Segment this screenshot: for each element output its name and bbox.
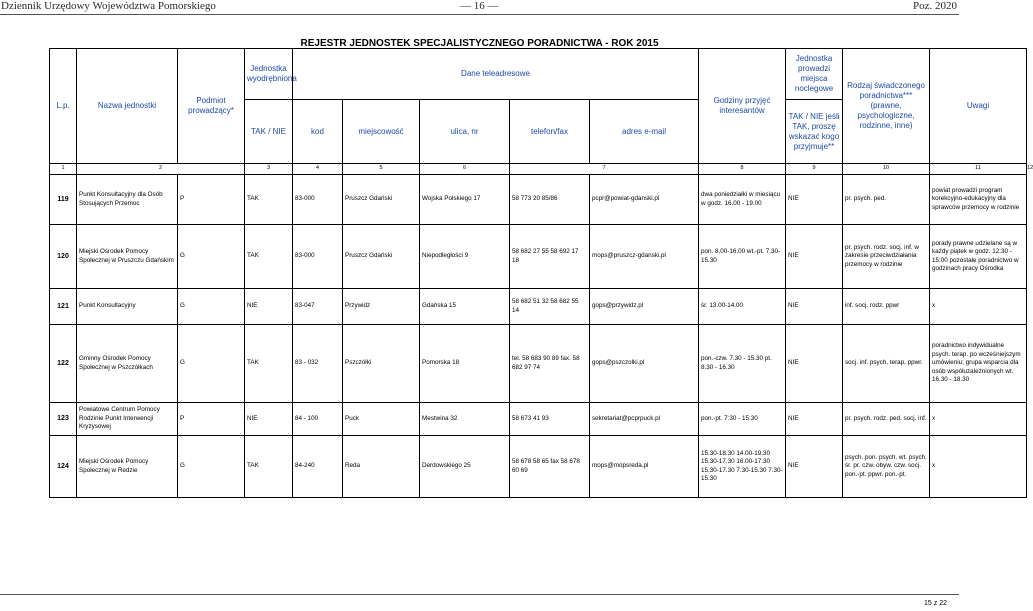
row-ulica: Niepodległości 9 (420, 225, 510, 289)
row-lp: 123 (50, 403, 77, 436)
row-nazwa: Gminny Ośrodek Pomocy Społecznej w Pszczółkach (77, 325, 178, 403)
row-lp: 119 (50, 175, 77, 225)
row-uwagi: powiat prowadzi program korekcyjno-edukacyjny dla sprawców przemocy w rodzinie (930, 175, 1027, 225)
row-godziny: pon.-czw. 7.30 - 15.30 pt. 8.30 - 16.30 (699, 325, 786, 403)
register-table (49, 48, 1033, 498)
column-number-row: 1 2 3 4 5 6 7 8 9 10 11 12 (50, 164, 1027, 175)
row-kod: 83-000 (293, 175, 343, 225)
row-email: gops@pszczolki.pl (590, 325, 699, 403)
row-uwagi: poradnictwo indywidualne psych. terap. po wcześniejszym umówieniu; grupa wsparcia dla osób współuzależnionych wt. 16.30 - 18.30 (930, 325, 1027, 403)
page-number: — 16 — (460, 0, 499, 12)
column-number: 10 (843, 164, 930, 175)
row-lp: 121 (50, 289, 77, 325)
row-noclegowe: NIE (786, 175, 843, 225)
row-uwagi: x (930, 403, 1027, 436)
row-nazwa: Miejski Ośrodek Pomocy Społecznej w Redzie (77, 436, 178, 498)
header-rodzaj: Rodzaj świadczonego poradnictwa*** (prawne, psychologiczne, rodzinne, inne) (843, 49, 930, 164)
row-podmiot: G (178, 289, 245, 325)
header-tak-nie: TAK / NIE (245, 100, 293, 164)
row-miejscowosc: Przywidz (343, 289, 420, 325)
row-kod: 83-047 (293, 289, 343, 325)
row-kod: 84-240 (293, 436, 343, 498)
column-number: 5 (343, 164, 420, 175)
row-miejscowosc: Pszczółki (343, 325, 420, 403)
row-rodzaj: pr. psych. rodz. socj. inf. w zakresie przeciwdziałania przemocy w rodzinie (843, 225, 930, 289)
row-rodzaj: inf. socj. rodz. ppwr (843, 289, 930, 325)
row-podmiot: G (178, 225, 245, 289)
row-ulica: Mestwina 32 (420, 403, 510, 436)
column-number: 9 (786, 164, 843, 175)
row-godziny: pon.-pt. 7:30 - 15:30 (699, 403, 786, 436)
row-email: mops@mopsreda.pl (590, 436, 699, 498)
header-telefon: telefon/fax (510, 100, 590, 164)
row-rodzaj: pr. psych. ped. (843, 175, 930, 225)
column-number: 11 (930, 164, 1027, 175)
table-row (50, 436, 1027, 498)
position-number: Poz. 2020 (913, 0, 957, 12)
row-email: sekretariat@pcprpuck.pl (590, 403, 699, 436)
table-row (50, 175, 1027, 225)
row-uwagi: porady prawne udzielane są w każdy piątek w godz. 12:30 - 15:00 pozostałe poradnictwo w godzinach pracy Ośrodka (930, 225, 1027, 289)
row-miejscowosc: Puck (343, 403, 420, 436)
row-wyodrebniona: TAK (245, 175, 293, 225)
row-uwagi: x (930, 289, 1027, 325)
row-telefon: 58 682 51 32 58 682 55 14 (510, 289, 590, 325)
row-nazwa: Punkt Konsultacyjny dla Osób Stosujących Przemoc (77, 175, 178, 225)
row-lp: 124 (50, 436, 77, 498)
row-noclegowe: NIE (786, 325, 843, 403)
column-number: 2 (77, 164, 245, 175)
header-miejscowosc: miejscowość (343, 100, 420, 164)
row-telefon: 58 673 41 93 (510, 403, 590, 436)
row-kod: 83-000 (293, 225, 343, 289)
header-divider (0, 14, 959, 15)
row-noclegowe: NIE (786, 436, 843, 498)
row-wyodrebniona: NIE (245, 289, 293, 325)
row-wyodrebniona: TAK (245, 436, 293, 498)
row-kod: 83 - 032 (293, 325, 343, 403)
header-godziny: Godziny przyjęć interesantów (699, 49, 786, 164)
column-number: 1 (50, 164, 77, 175)
journal-title: Dziennik Urzędowy Województwa Pomorskiego (1, 0, 216, 12)
row-godziny: śr. 13.00-14.00 (699, 289, 786, 325)
row-noclegowe: NIE (786, 225, 843, 289)
row-wyodrebniona: TAK (245, 325, 293, 403)
header-dane-teleadresowe: Dane teleadresowe (293, 49, 699, 100)
header-ulica: ulica, nr (420, 100, 510, 164)
row-ulica: Wojska Polskiego 17 (420, 175, 510, 225)
row-nazwa: Punkt Konsultacyjny (77, 289, 178, 325)
header-email: adres e-mail (590, 100, 699, 164)
row-nazwa: Powiatowe Centrum Pomocy Rodzinie Punkt Interwencji Kryzysowej (77, 403, 178, 436)
row-telefon: 58 773 20 85/86 (510, 175, 590, 225)
header-podmiot: Podmiot prowadzący* (178, 49, 245, 164)
row-godziny: dwa poniedziałki w miesiącu w godz. 16.00 - 19.00 (699, 175, 786, 225)
table-row (50, 403, 1027, 436)
row-ulica: Pomorska 18 (420, 325, 510, 403)
page-header (0, 0, 959, 14)
row-rodzaj: pr. psych. rodz. ped. socj. inf. (843, 403, 930, 436)
row-godziny: pon. 8,00-16.00 wt.-pt. 7.30-15.30 (699, 225, 786, 289)
column-number: 3 (245, 164, 293, 175)
row-miejscowosc: Reda (343, 436, 420, 498)
row-email: mops@pruszcz-gdanski.pl (590, 225, 699, 289)
header-nazwa: Nazwa jednostki (77, 49, 178, 164)
row-rodzaj: psych. pon. psych. wt. psych. śr. pr. czw. obyw. czw. socj. pon.-pt. ppwr. pon.-pt. (843, 436, 930, 498)
row-lp: 122 (50, 325, 77, 403)
row-noclegowe: NIE (786, 403, 843, 436)
header-noclegowe: Jednostka prowadzi miejsca noclegowe (786, 49, 843, 100)
row-miejscowosc: Pruszcz Gdański (343, 225, 420, 289)
header-uwagi: Uwagi (930, 49, 1027, 164)
row-rodzaj: socj. inf. psych. terap. ppwr. (843, 325, 930, 403)
row-podmiot: G (178, 436, 245, 498)
row-podmiot: P (178, 175, 245, 225)
row-lp: 120 (50, 225, 77, 289)
row-kod: 84 - 100 (293, 403, 343, 436)
row-podmiot: P (178, 403, 245, 436)
header-kod: kod (293, 100, 343, 164)
row-wyodrebniona: NIE (245, 403, 293, 436)
table-row (50, 225, 1027, 289)
row-wyodrebniona: TAK (245, 225, 293, 289)
column-number: 7 (510, 164, 699, 175)
row-telefon: 58 678 58 65 fax 58 678 60 69 (510, 436, 590, 498)
row-noclegowe: NIE (786, 289, 843, 325)
row-telefon: 58 682 27 55 58 692 17 18 (510, 225, 590, 289)
row-ulica: Derdowskiego 25 (420, 436, 510, 498)
row-telefon: tel. 58 683 90 89 fax. 58 682 97 74 (510, 325, 590, 403)
column-number: 8 (699, 164, 786, 175)
row-ulica: Gdańska 15 (420, 289, 510, 325)
table-row (50, 325, 1027, 403)
header-lp: L.p. (50, 49, 77, 164)
row-uwagi: x (930, 436, 1027, 498)
row-godziny: 15.30-18.30 14.00-19.30 15.30-17.30 16.00-17.30 15.30-17.30 7.30-15.30 7.30-15.30 (699, 436, 786, 498)
row-email: pcpr@powiat-gdanski.pl (590, 175, 699, 225)
column-number: 6 (420, 164, 510, 175)
header-wyodrebniona: Jednostka wyodrębniona (245, 49, 293, 100)
row-nazwa: Miejski Ośrodek Pomocy Społecznej w Pruszczu Gdańskim (77, 225, 178, 289)
footer-divider (0, 594, 959, 595)
row-miejscowosc: Pruszcz Gdański (343, 175, 420, 225)
header-tak-nie-kogo: TAK / NIE jeśli TAK, proszę wskazać kogo przyjmuje** (786, 100, 843, 164)
row-email: gops@przywidz.pl (590, 289, 699, 325)
column-number: 4 (293, 164, 343, 175)
document-title: REJESTR JEDNOSTEK SPECJALISTYCZNEGO PORADNICTWA - ROK 2015 (300, 38, 659, 49)
page-counter: 15 z 22 (924, 600, 947, 607)
row-podmiot: G (178, 325, 245, 403)
table-row (50, 289, 1027, 325)
